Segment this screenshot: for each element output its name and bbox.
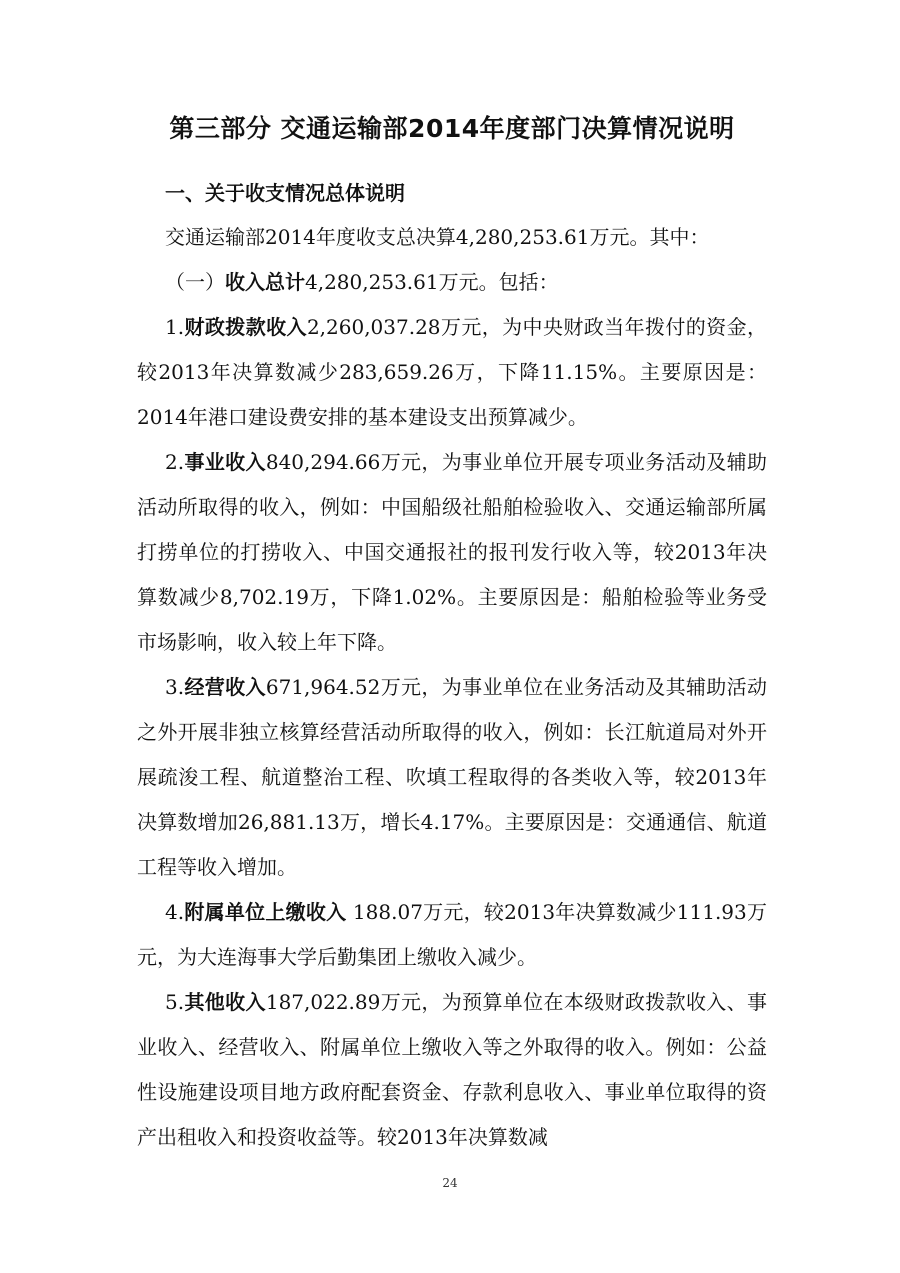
item-text: 671,964.52万元，为事业单位在业务活动及其辅助活动之外开展非独立核算经营活动所取得的收入，例如：长江航道局对外开展疏浚工程、航道整治工程、吹填工程取得的各类收入等，较2013年决算数增加26,881.13万，增长4.17%。主要原因是：交通通信、航道工程等收入增加。	[137, 675, 767, 879]
income-total-text: 4,280,253.61万元。包括：	[305, 270, 559, 294]
item-label: 附属单位上缴收入	[184, 900, 347, 924]
item-text: 2,260,037.28万元，为中央财政当年拨付的资金，较2013年决算数减少283,659.26万，下降11.15%。主要原因是：2014年港口建设费安排的基本建设支出预算减少。	[137, 315, 768, 429]
item-number: 4.	[165, 900, 185, 924]
intro-paragraph: 交通运输部2014年度收支总决算4,280,253.61万元。其中：	[165, 225, 710, 249]
item-label: 事业收入	[184, 450, 266, 474]
income-total-prefix: （一）	[165, 270, 225, 294]
section-heading: 一、关于收支情况总体说明	[165, 181, 405, 205]
income-item-operating	[137, 665, 767, 890]
page-title: 第三部分 交通运输部2014年度部门决算情况说明	[169, 114, 735, 143]
item-label: 经营收入	[184, 675, 266, 699]
income-item-other	[137, 980, 767, 1160]
page-number: 24	[442, 1176, 458, 1190]
item-label: 财政拨款收入	[184, 315, 307, 339]
item-text: 187,022.89万元，为预算单位在本级财政拨款收入、事业收入、经营收入、附属单位上缴收入等之外取得的收入。例如：公益性设施建设项目地方政府配套资金、存款利息收入、事业单位取得的资产出租收入和投资收益等。较2013年决算数减	[137, 990, 767, 1149]
income-total-label: 收入总计	[225, 270, 305, 294]
income-item-business	[137, 440, 767, 665]
income-total-paragraph	[137, 260, 767, 305]
item-number: 1.	[165, 315, 185, 339]
income-item-affiliated	[137, 890, 767, 980]
item-text: 840,294.66万元，为事业单位开展专项业务活动及辅助活动所取得的收入，例如：中国船级社船舶检验收入、交通运输部所属打捞单位的打捞收入、中国交通报社的报刊发行收入等，较2013年决算数减少8,702.19万，下降1.02%。主要原因是：船舶检验等业务受市场影响，收入较上年下降。	[137, 450, 767, 654]
item-label: 其他收入	[184, 990, 266, 1014]
item-number: 3.	[165, 675, 185, 699]
item-text: 188.07万元，较2013年决算数减少111.93万元，为大连海事大学后勤集团上缴收入减少。	[137, 900, 768, 969]
income-item-fiscal	[137, 305, 767, 440]
item-number: 5.	[165, 990, 185, 1014]
item-number: 2.	[165, 450, 185, 474]
